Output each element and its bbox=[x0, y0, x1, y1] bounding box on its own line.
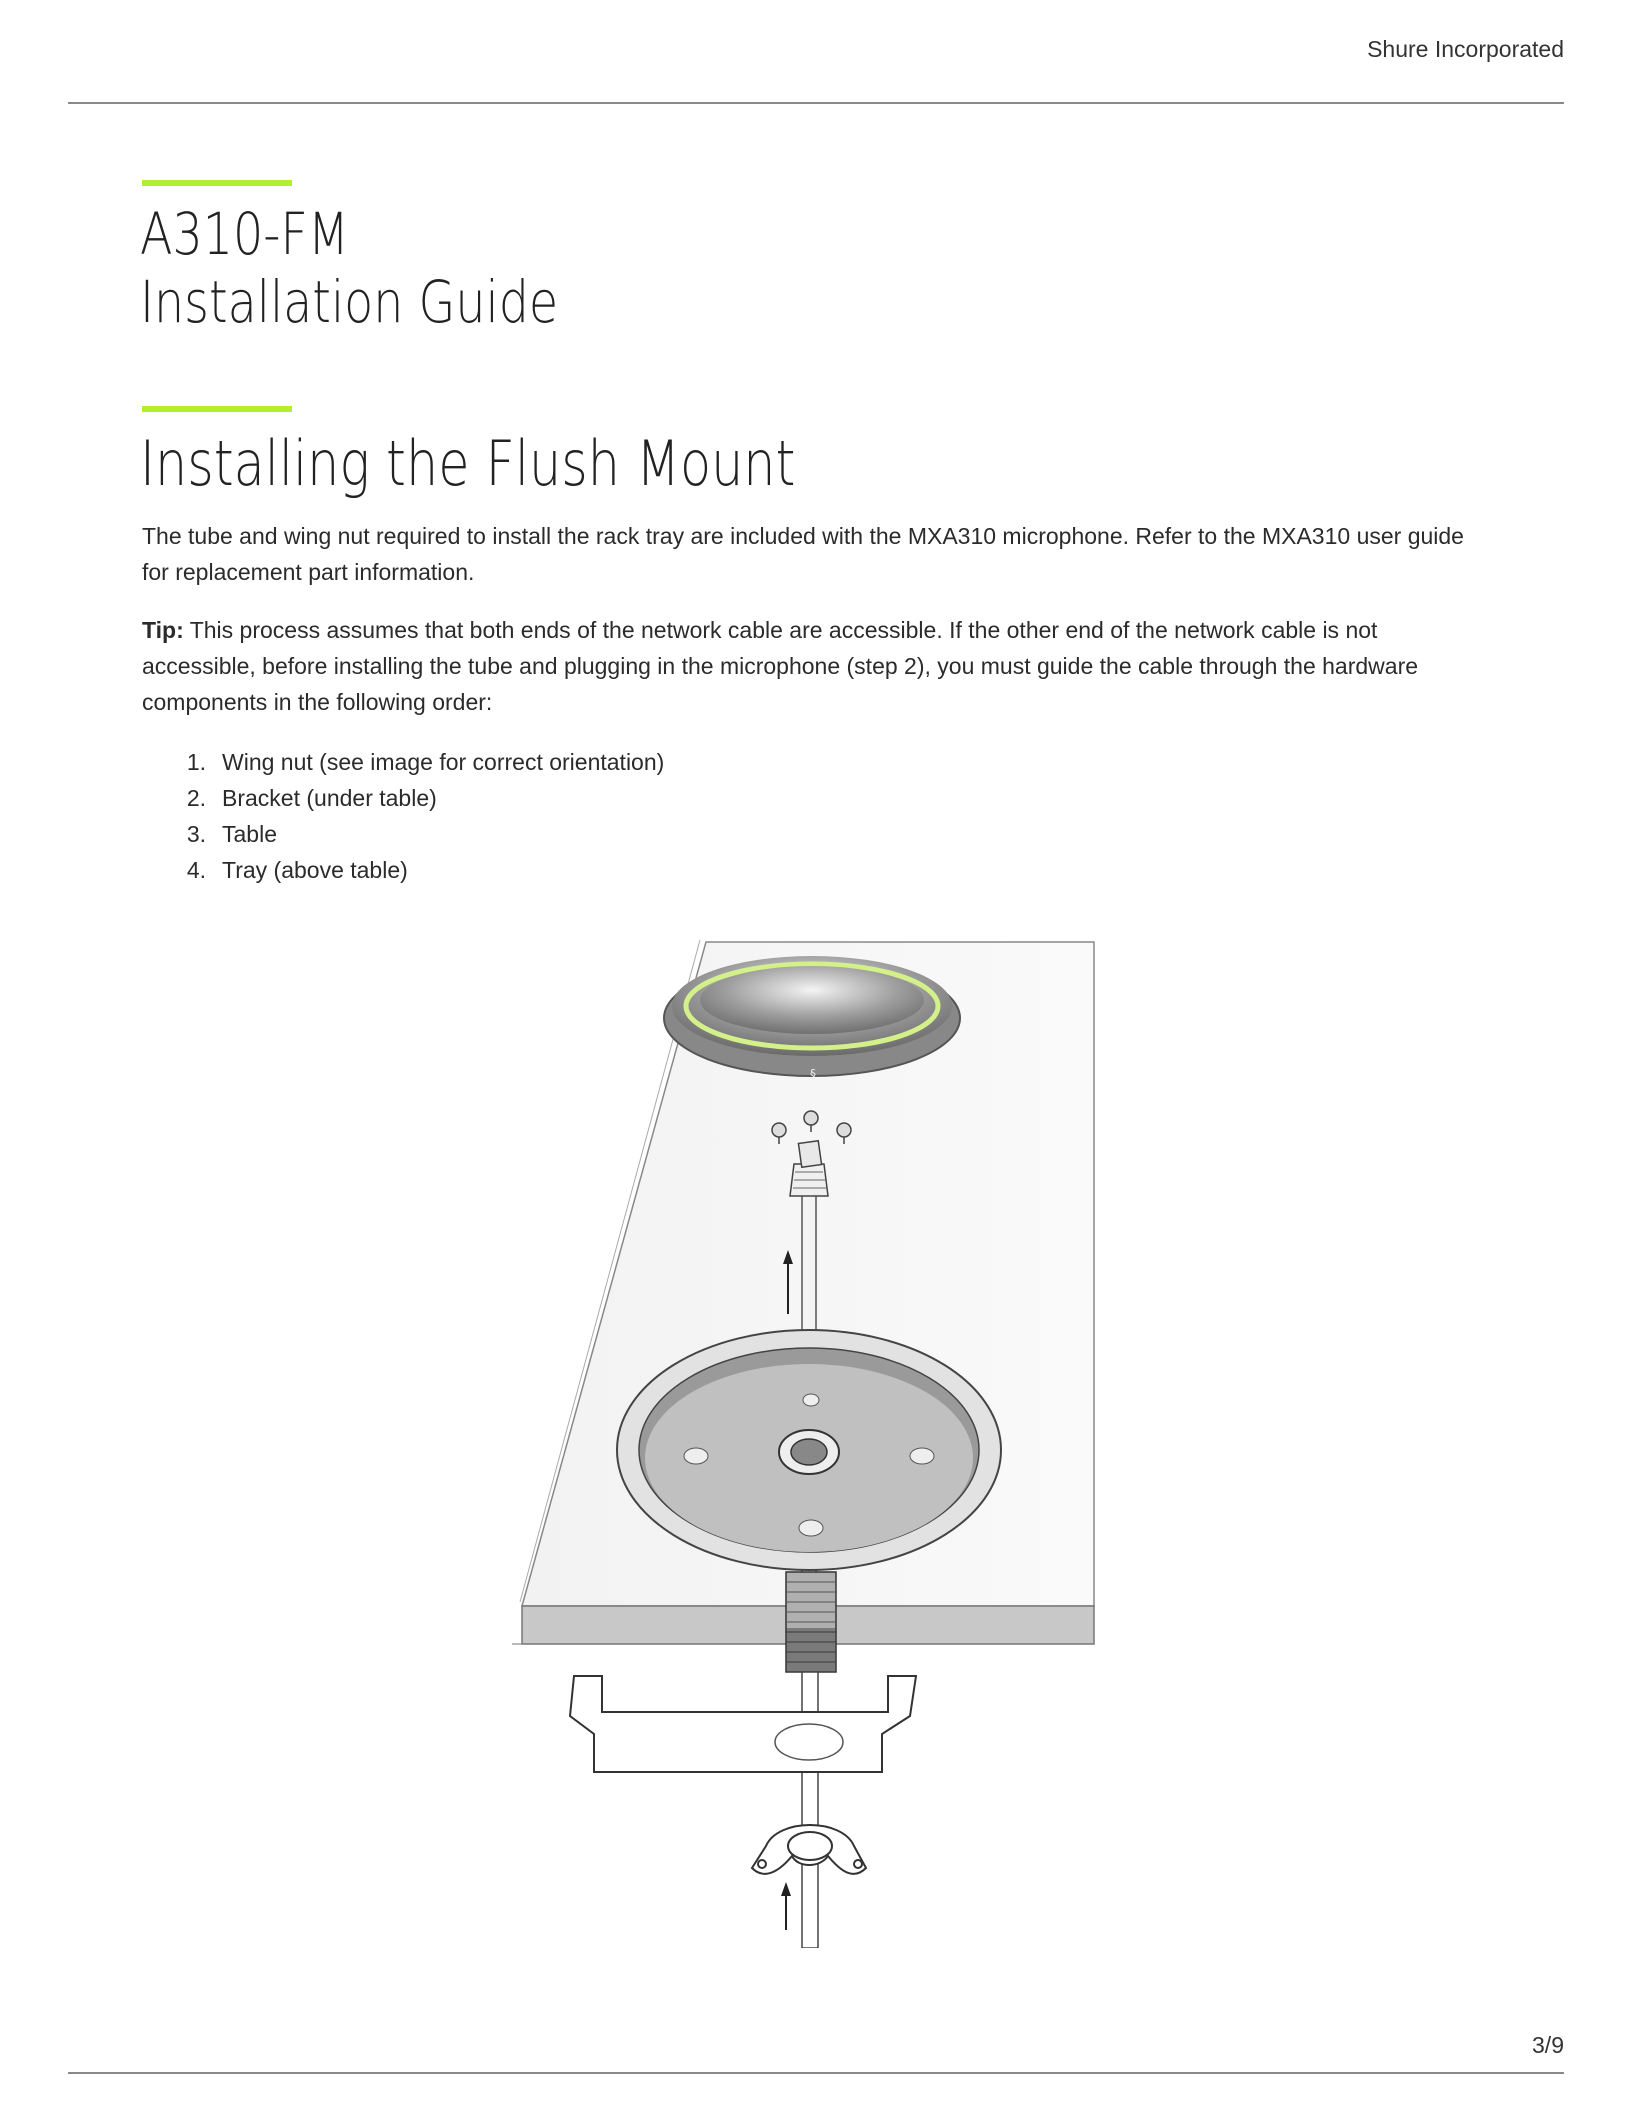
header-company: Shure Incorporated bbox=[1367, 36, 1564, 62]
document-title-line2: Installation Guide bbox=[140, 268, 559, 336]
tip-paragraph bbox=[142, 612, 1472, 720]
footer-rule bbox=[68, 2072, 1564, 2074]
threaded-tube bbox=[786, 1572, 836, 1672]
step-number: 4. bbox=[186, 857, 206, 883]
step-number: 3. bbox=[186, 821, 206, 847]
step-number: 1. bbox=[186, 749, 206, 775]
flush-mount-installation-illustration bbox=[512, 938, 1132, 1948]
list-item bbox=[142, 816, 664, 852]
steps-list bbox=[142, 744, 664, 888]
flush-mount-tray bbox=[617, 1330, 1001, 1570]
page-number: 3/9 bbox=[1532, 2032, 1564, 2058]
step-text: Table bbox=[222, 821, 277, 847]
section-title: Installing the Flush Mount bbox=[140, 427, 796, 500]
list-item bbox=[142, 744, 664, 780]
list-item bbox=[142, 780, 664, 816]
tip-text: This process assumes that both ends of the network cable are accessible. If the other end of the network cable is not accessible, before installing the tube and plugging in the microphone (step 2), you must guide the cable through the hardware components in the following order: bbox=[142, 617, 1419, 715]
up-arrow-icon bbox=[781, 1882, 791, 1930]
step-text: Bracket (under table) bbox=[222, 785, 437, 811]
section-accent-bar bbox=[142, 406, 292, 412]
header-rule bbox=[68, 102, 1564, 104]
step-text: Tray (above table) bbox=[222, 857, 408, 883]
bracket bbox=[570, 1676, 916, 1772]
svg-text:§: § bbox=[810, 1067, 816, 1081]
step-text: Wing nut (see image for correct orientation) bbox=[222, 749, 665, 775]
intro-paragraph: The tube and wing nut required to install the rack tray are included with the MXA310 microphone. Refer to the MXA310 user guide for replacement part information. bbox=[142, 523, 1464, 585]
document-title-line1: A310-FM bbox=[140, 200, 349, 268]
tip-label: Tip: bbox=[142, 617, 184, 643]
step-number: 2. bbox=[186, 785, 206, 811]
list-item bbox=[142, 852, 664, 888]
document-title bbox=[140, 200, 558, 336]
title-accent-bar bbox=[142, 180, 292, 186]
